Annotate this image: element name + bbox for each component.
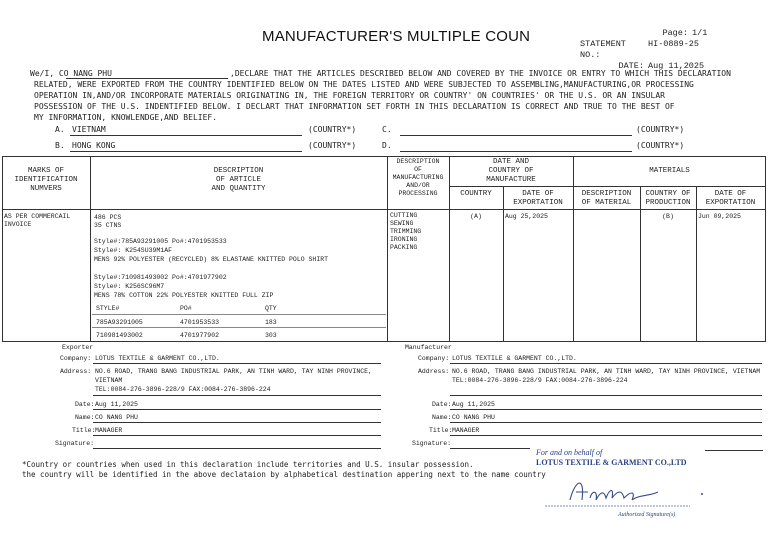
country-b-suffix: (COUNTRY*)	[308, 141, 357, 150]
table-col-divider-5	[573, 156, 574, 342]
table-col-divider-6	[640, 186, 641, 342]
country-c-suffix: (COUNTRY*)	[636, 125, 685, 134]
exporter-title: MANAGER	[95, 427, 123, 434]
exporter-name-underline	[93, 422, 381, 423]
manufacturer-company: LOTUS TEXTILE & GARMENT CO.,LTD.	[452, 355, 577, 362]
date-label: DATE:	[618, 61, 644, 71]
manufacturer-title-underline	[450, 435, 762, 436]
sub-row-2-style: 710981493002	[96, 332, 143, 339]
header-meta	[580, 28, 707, 72]
country-d-underline	[400, 151, 632, 152]
page-label: Page:	[662, 28, 688, 38]
declaration-line1-rest: ,DECLARE THAT THE ARTICLES DESCRIBED BELOW AND COVERED BY THE INVOICE OR ENTRY TO WHICH THIS DECLARATION	[230, 69, 731, 78]
exporter-address-underline	[93, 395, 381, 396]
declaration-line2: RELATED, WERE EXPORTED FROM THE COUNTRY IDENTIFIED BELOW ON THE DATES LISTED AND WERE SUBJECTED TO ASSEMBLING,MANUFACTURING,OR PROCESSING	[34, 80, 694, 89]
exporter-title-underline	[93, 435, 381, 436]
exporter-name: CO NANG PHU	[95, 414, 138, 421]
exporter-company-underline	[93, 363, 381, 364]
manufacturer-section-label: Manufacturer	[405, 344, 452, 351]
exporter-signature-label: Signature:	[55, 440, 95, 447]
processing-value: CUTTING SEWING TRIMMING IRONING PACKING	[390, 212, 422, 251]
manufacturer-date-underline	[450, 409, 762, 410]
marks-value: AS PER COMMERCAIL INVOICE	[4, 213, 71, 228]
manufacturer-signature-label: Signature:	[412, 440, 452, 447]
exporter-company: LOTUS TEXTILE & GARMENT CO.,LTD.	[95, 355, 220, 362]
country-a-value: VIETNAM	[72, 125, 106, 134]
sub-row-1-qty: 183	[265, 319, 277, 326]
sub-row-2-qty: 303	[265, 332, 277, 339]
declaration-line5: MY INFORMATION, KNOWLENDGE,AND BELIEF.	[34, 113, 218, 122]
footnote-line2: the country will be identified in the above declataion by alphabetical destination appering next to the name country	[22, 470, 546, 479]
exporter-signature-underline	[93, 448, 381, 449]
manufacturer-signature-underline	[450, 448, 530, 449]
manufacturer-name: CO NANG PHU	[452, 414, 495, 421]
date-exportation-value: Aug 25,2025	[505, 213, 548, 220]
table-right-border	[765, 156, 766, 342]
authorized-signature-label: Authorized Signature(s)	[618, 512, 676, 518]
declaration-line3: OPERATION IN,AND/OR INCORPORATE MATERIALS ORIGINATING IN, THE FOREIGN TERRITORY OR COUNTRY' ON COUNTRIES' OR THE U.S. OR AN INSULAR	[34, 91, 665, 100]
exporter-company-label: Company:	[60, 355, 92, 362]
manufacturer-name-label: Name:	[432, 414, 452, 421]
subheader-qty: QTY	[265, 305, 277, 312]
header-country: COUNTRY	[460, 190, 492, 198]
style-block-2: Style#:710981493002 Po#:4701977902 Style#: K256SC96M7 MENS 78% COTTON 22% POLYESTER KNITTED FULL ZIP	[94, 274, 274, 299]
exporter-address-label: Address:	[60, 368, 92, 375]
declarant-underline	[66, 78, 228, 79]
header-marks: MARKS OF IDENTIFICATION NUMVERS	[14, 167, 78, 193]
header-description-material: DESCRIPTION OF MATERIAL	[581, 190, 632, 207]
quantity-pcs: 486 PCS	[94, 214, 122, 221]
declaration-prefix: We/I,	[30, 69, 55, 78]
header-materials: MATERIALS	[649, 167, 690, 175]
manufacturer-name-underline	[450, 422, 762, 423]
exporter-title-label: Title:	[72, 427, 96, 434]
table-subheader-line	[449, 186, 766, 187]
subtable-line-2	[92, 327, 386, 328]
document-title: MANUFACTURER'S MULTIPLE COUN	[262, 28, 531, 45]
statement-value: HI-0889-25	[648, 39, 700, 49]
country-c-label: C.	[382, 125, 392, 134]
header-description: DESCRIPTION OF ARTICLE AND QUANTITY	[211, 167, 266, 193]
subtable-line-1	[92, 314, 386, 315]
country-a-suffix: (COUNTRY*)	[308, 125, 357, 134]
exporter-address: NO.6 ROAD, TRANG BANG INDUSTRIAL PARK, AN TINH WARD, TAY NINH PROVINCE, VIETNAM TEL:0084-276-3896-228/9 FAX:0084-276-3896-224	[95, 368, 372, 393]
exporter-date-label: Date:	[75, 401, 95, 408]
date-value: Aug 11,2025	[648, 61, 705, 71]
table-header-bottom	[2, 209, 766, 210]
date-exportation-2-value: Jun 09,2025	[698, 213, 741, 220]
stamp-line2: LOTUS TEXTILE & GARMENT CO.,LTD	[536, 458, 687, 467]
manufacturer-address-underline	[450, 395, 762, 396]
quantity-ctns: 35 CTNS	[94, 222, 122, 229]
stamp-line1: For and on behalf of	[536, 448, 603, 457]
sub-row-1-po: 4701953533	[180, 319, 220, 326]
exporter-section-label: Exporter	[62, 344, 94, 351]
header-date-country: DATE AND COUNTRY OF MANUFACTURE	[486, 158, 536, 184]
header-processing: DESCRIPTION OF MANUFACTURING AND/OR PROCESSING	[392, 158, 444, 197]
manufacturer-title: MANAGER	[452, 427, 480, 434]
table-bottom-border	[2, 341, 766, 342]
exporter-date-underline	[93, 409, 381, 410]
header-date-exportation: DATE OF EXPORTATION	[513, 190, 563, 207]
manufacturer-date: Aug 11,2025	[452, 401, 495, 408]
country-b-value: HONG KONG	[72, 141, 116, 150]
sub-row-1-style: 785A93291005	[96, 319, 143, 326]
header-country-production: COUNTRY OF PRODUCTION	[645, 190, 691, 207]
sub-row-2-po: 4701977902	[180, 332, 220, 339]
footnote-line1: *Country or countries when used in this declaration include territories and U.S. insular possession.	[22, 460, 474, 469]
country-d-label: D.	[382, 141, 392, 150]
manufacturer-address: NO.6 ROAD, TRANG BANG INDUSTRIAL PARK, AN TINH WARD, TAY NINH PROVINCE, VIETNAM TEL:0084-276-3896-228/9 FAX:0084-276-3896-224	[452, 368, 761, 384]
country-b-underline	[70, 151, 302, 152]
style-block-1: Style#:785A93291005 Po#:4701953533 Style#: K254SU39M1AF MENS 92% POLYESTER (RECYCLED) 8% ELASTANE KNITTED POLO SHIRT	[94, 238, 329, 263]
declaration-line4: POSSESSION OF THE U.S. INDENTIFIED BELOW. I DECLART THAT INFORMATION SET FORTH IN THIS DECLARATION IS CORRECT AND TRUE TO THE BEST OF	[34, 102, 675, 111]
statement-label: STATEMENT NO.:	[580, 39, 626, 60]
country-production-value: (B)	[662, 213, 674, 220]
manufacturer-address-label: Address:	[418, 368, 450, 375]
country-c-underline	[400, 135, 632, 136]
signature-scribble	[540, 470, 720, 520]
country-d-suffix: (COUNTRY*)	[636, 141, 685, 150]
subheader-po: PO#	[180, 305, 192, 312]
subheader-style: STYLE#	[96, 305, 120, 312]
table-col-divider-4	[503, 186, 504, 342]
table-col-divider-7	[696, 186, 697, 342]
page-value: 1/1	[692, 28, 708, 38]
declarant-name: CO NANG PHU	[58, 69, 112, 78]
country-a-label: A.	[55, 125, 65, 134]
table-top-border	[2, 156, 766, 157]
country-b-label: B.	[55, 141, 65, 150]
manufacturer-signature-underline-right	[705, 450, 763, 451]
country-a-underline	[70, 135, 302, 136]
manufacturer-date-label: Date:	[432, 401, 452, 408]
exporter-date: Aug 11,2025	[95, 401, 138, 408]
header-date-exportation-2: DATE OF EXPORTATION	[705, 190, 756, 207]
exporter-name-label: Name:	[75, 414, 95, 421]
manufacturer-title-label: Title:	[429, 427, 453, 434]
country-value: (A)	[470, 213, 482, 220]
manufacturer-company-underline	[450, 363, 762, 364]
manufacturer-company-label: Company:	[418, 355, 450, 362]
